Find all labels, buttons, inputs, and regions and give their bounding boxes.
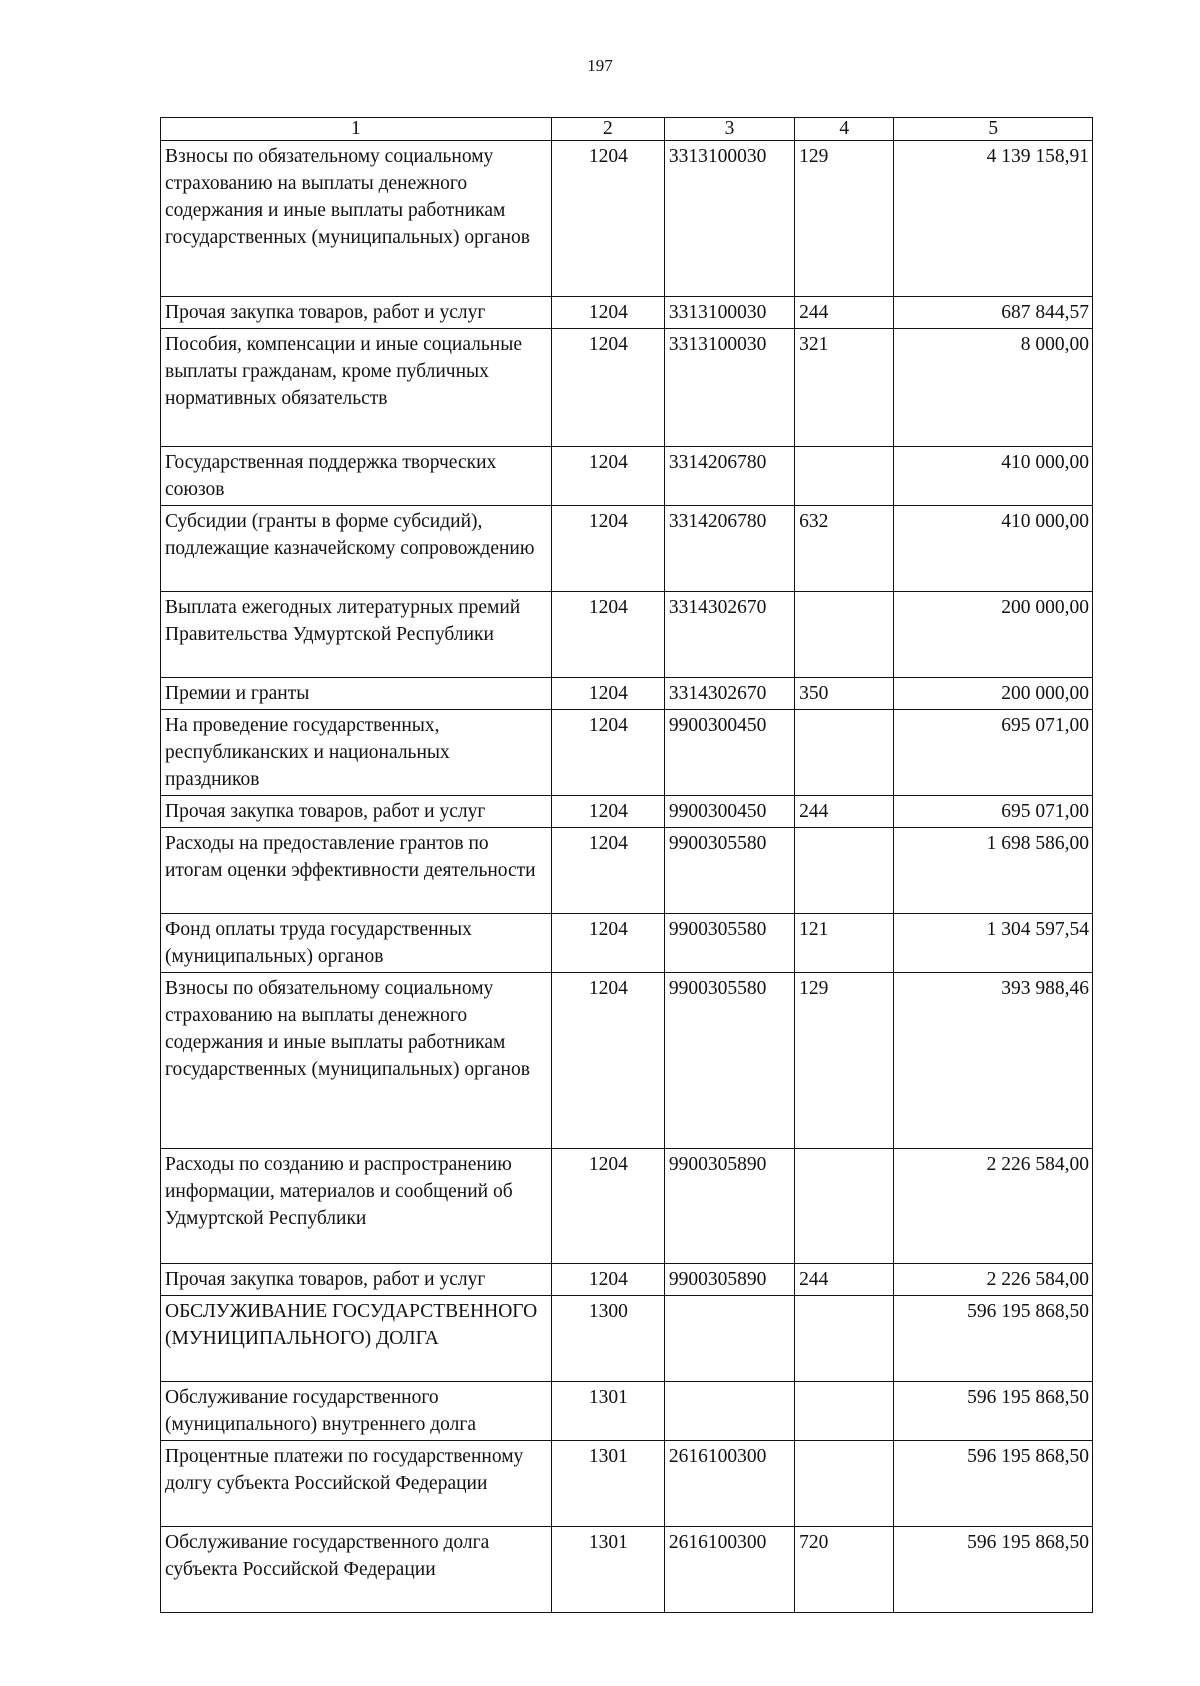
row-sum: 1 304 597,54 [894,914,1093,973]
row-section: 1204 [551,710,664,796]
row-csr: 3314206780 [664,447,794,506]
row-csr: 9900300450 [664,796,794,828]
row-sum: 596 195 868,50 [894,1441,1093,1527]
row-section: 1204 [551,1149,664,1264]
row-vr: 121 [795,914,894,973]
row-sum: 687 844,57 [894,297,1093,329]
row-vr [795,1149,894,1264]
row-section: 1204 [551,914,664,973]
row-section: 1204 [551,828,664,914]
row-section: 1301 [551,1527,664,1613]
row-csr: 3314302670 [664,678,794,710]
row-section: 1204 [551,141,664,297]
row-sum: 2 226 584,00 [894,1149,1093,1264]
table-row [161,1296,1093,1382]
table-row [161,914,1093,973]
header-row [161,118,1093,141]
row-sum: 410 000,00 [894,447,1093,506]
row-name: На проведение государственных, республиканских и национальных праздников [161,710,552,796]
row-name: Прочая закупка товаров, работ и услуг [161,1264,552,1296]
row-vr [795,592,894,678]
row-vr [795,1382,894,1441]
row-csr: 3313100030 [664,141,794,297]
table-row [161,796,1093,828]
table-row [161,678,1093,710]
row-name: Премии и гранты [161,678,552,710]
row-sum: 596 195 868,50 [894,1382,1093,1441]
budget-table [160,117,1093,1613]
row-sum: 410 000,00 [894,506,1093,592]
row-vr: 632 [795,506,894,592]
row-vr [795,710,894,796]
row-vr: 350 [795,678,894,710]
row-csr: 9900300450 [664,710,794,796]
row-name: Обслуживание государственного долга субъекта Российской Федерации [161,1527,552,1613]
row-sum: 596 195 868,50 [894,1296,1093,1382]
row-csr: 3313100030 [664,297,794,329]
row-section: 1301 [551,1441,664,1527]
table-row [161,710,1093,796]
table-row [161,141,1093,297]
row-section: 1204 [551,973,664,1149]
row-section: 1204 [551,329,664,447]
row-vr: 321 [795,329,894,447]
row-name: Прочая закупка товаров, работ и услуг [161,297,552,329]
row-name: Фонд оплаты труда государственных (муниципальных) органов [161,914,552,973]
table-row [161,1382,1093,1441]
row-sum: 4 139 158,91 [894,141,1093,297]
table-row [161,297,1093,329]
table-row [161,329,1093,447]
row-vr: 244 [795,796,894,828]
row-section: 1204 [551,506,664,592]
row-csr: 9900305580 [664,828,794,914]
row-name: Государственная поддержка творческих союзов [161,447,552,506]
row-sum: 695 071,00 [894,710,1093,796]
row-name: Выплата ежегодных литературных премий Правительства Удмуртской Республики [161,592,552,678]
column-header-section: 2 [551,118,664,141]
column-header-name: 1 [161,118,552,141]
column-header-csr: 3 [664,118,794,141]
row-sum: 393 988,46 [894,973,1093,1149]
table-row [161,828,1093,914]
row-section: 1204 [551,796,664,828]
row-sum: 8 000,00 [894,329,1093,447]
row-vr [795,1296,894,1382]
row-sum: 200 000,00 [894,592,1093,678]
row-csr [664,1296,794,1382]
row-vr: 720 [795,1527,894,1613]
row-section: 1301 [551,1382,664,1441]
table-row [161,1149,1093,1264]
table-row [161,506,1093,592]
table-row [161,1441,1093,1527]
row-sum: 596 195 868,50 [894,1527,1093,1613]
column-header-sum: 5 [894,118,1093,141]
row-name: ОБСЛУЖИВАНИЕ ГОСУДАРСТВЕННОГО (МУНИЦИПАЛЬНОГО) ДОЛГА [161,1296,552,1382]
row-csr: 3313100030 [664,329,794,447]
row-vr: 244 [795,297,894,329]
page-number: 197 [587,56,613,75]
row-csr: 9900305890 [664,1149,794,1264]
row-name: Субсидии (гранты в форме субсидий), подлежащие казначейскому сопровождению [161,506,552,592]
table-row [161,1264,1093,1296]
row-csr: 9900305890 [664,1264,794,1296]
row-section: 1204 [551,447,664,506]
column-header-vr: 4 [795,118,894,141]
row-name: Обслуживание государственного (муниципального) внутреннего долга [161,1382,552,1441]
row-name: Пособия, компенсации и иные социальные выплаты гражданам, кроме публичных нормативных обязательств [161,329,552,447]
row-vr: 244 [795,1264,894,1296]
row-csr: 9900305580 [664,973,794,1149]
row-section: 1204 [551,592,664,678]
row-vr [795,447,894,506]
row-name: Расходы по созданию и распространению информации, материалов и сообщений об Удмуртской Республики [161,1149,552,1264]
row-csr: 3314302670 [664,592,794,678]
row-name: Прочая закупка товаров, работ и услуг [161,796,552,828]
row-sum: 1 698 586,00 [894,828,1093,914]
row-sum: 2 226 584,00 [894,1264,1093,1296]
row-csr: 2616100300 [664,1527,794,1613]
table-row [161,1527,1093,1613]
table-row [161,592,1093,678]
row-vr: 129 [795,141,894,297]
row-vr [795,828,894,914]
row-name: Взносы по обязательному социальному страхованию на выплаты денежного содержания и иные выплаты работникам государственных (муниципальных) органов [161,973,552,1149]
row-name: Взносы по обязательному социальному страхованию на выплаты денежного содержания и иные выплаты работникам государственных (муниципальных) органов [161,141,552,297]
row-section: 1204 [551,678,664,710]
row-csr: 2616100300 [664,1441,794,1527]
row-sum: 695 071,00 [894,796,1093,828]
row-section: 1204 [551,1264,664,1296]
row-vr [795,1441,894,1527]
row-csr: 3314206780 [664,506,794,592]
table-row [161,447,1093,506]
row-section: 1204 [551,297,664,329]
row-csr: 9900305580 [664,914,794,973]
table-row [161,973,1093,1149]
row-name: Расходы на предоставление грантов по итогам оценки эффективности деятельности [161,828,552,914]
row-sum: 200 000,00 [894,678,1093,710]
row-csr [664,1382,794,1441]
row-vr: 129 [795,973,894,1149]
row-name: Процентные платежи по государственному долгу субъекта Российской Федерации [161,1441,552,1527]
row-section: 1300 [551,1296,664,1382]
